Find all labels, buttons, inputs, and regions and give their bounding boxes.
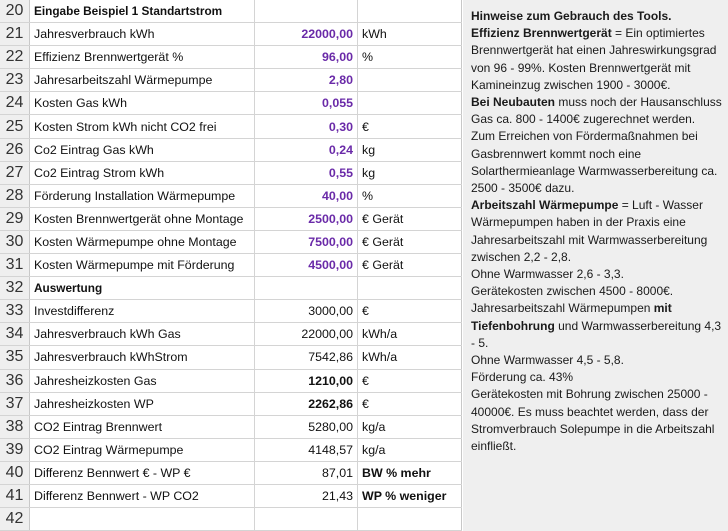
- label-cell[interactable]: Jahresverbrauch kWh Gas: [31, 323, 255, 345]
- value-cell[interactable]: 96,00: [255, 46, 358, 68]
- value-cell[interactable]: 40,00: [255, 185, 358, 207]
- table-row: [0, 416, 462, 439]
- value-cell[interactable]: 2500,00: [255, 208, 358, 230]
- notes-cell[interactable]: [463, 0, 728, 531]
- unit-cell[interactable]: kWh/a: [358, 346, 462, 368]
- unit-cell[interactable]: kg/a: [358, 439, 462, 461]
- table-row: [0, 139, 462, 162]
- row-number[interactable]: 34: [0, 323, 30, 345]
- unit-cell[interactable]: [358, 69, 462, 91]
- notes-paragraph: Bei Neubauten muss noch der Hausanschluss Gas ca. 800 - 1400€ zugerechnet werden.: [471, 95, 722, 127]
- table-row: [0, 254, 462, 277]
- value-cell[interactable]: 22000,00: [255, 323, 358, 345]
- table-row: [0, 485, 462, 508]
- row-number[interactable]: 29: [0, 208, 30, 230]
- label-cell[interactable]: Effizienz Brennwertgerät %: [31, 46, 255, 68]
- unit-cell[interactable]: kWh/a: [358, 323, 462, 345]
- notes-paragraph: Ohne Warmwasser 2,6 - 3,3.: [471, 267, 624, 282]
- row-number[interactable]: 25: [0, 115, 30, 137]
- unit-cell[interactable]: kg: [358, 139, 462, 161]
- row-number[interactable]: 22: [0, 46, 30, 68]
- label-cell[interactable]: Jahresarbeitszahl Wärmepumpe: [31, 69, 255, 91]
- value-cell[interactable]: [255, 0, 358, 22]
- table-row: [0, 346, 462, 369]
- label-cell[interactable]: Förderung Installation Wärmepumpe: [31, 185, 255, 207]
- value-cell[interactable]: 5280,00: [255, 416, 358, 438]
- table-row: [0, 69, 462, 92]
- value-cell[interactable]: 22000,00: [255, 23, 358, 45]
- row-number[interactable]: 37: [0, 393, 30, 415]
- row-number[interactable]: 26: [0, 139, 30, 161]
- value-cell[interactable]: 2262,86: [255, 393, 358, 415]
- row-number[interactable]: 39: [0, 439, 30, 461]
- notes-paragraph: Gerätekosten zwischen 4500 - 8000€.: [471, 284, 674, 299]
- table-row: [0, 393, 462, 416]
- notes-paragraph: Zum Erreichen von Fördermaßnahmen bei Gasbrennwert kommt noch eine Solarthermieanlage Warmwasserbereitung ca. 2500 - 3500€ dazu.: [471, 129, 718, 196]
- value-cell[interactable]: 7542,86: [255, 346, 358, 368]
- unit-cell[interactable]: BW % mehr: [358, 462, 462, 484]
- table-row: [0, 277, 462, 300]
- row-number[interactable]: 20: [0, 0, 30, 22]
- value-cell[interactable]: 2,80: [255, 69, 358, 91]
- table-row: [0, 23, 462, 46]
- label-cell[interactable]: Jahresverbrauch kWhStrom: [31, 346, 255, 368]
- unit-cell[interactable]: kg/a: [358, 416, 462, 438]
- label-cell[interactable]: Co2 Eintrag Strom kWh: [31, 162, 255, 184]
- table-row: [0, 231, 462, 254]
- unit-cell[interactable]: [358, 92, 462, 114]
- label-cell[interactable]: Auswertung: [31, 277, 255, 299]
- unit-cell[interactable]: [358, 508, 462, 530]
- label-cell[interactable]: Kosten Gas kWh: [31, 92, 255, 114]
- row-number[interactable]: 24: [0, 92, 30, 114]
- label-cell[interactable]: Jahresverbrauch kWh: [31, 23, 255, 45]
- label-cell[interactable]: CO2 Eintrag Wärmepumpe: [31, 439, 255, 461]
- unit-cell[interactable]: €: [358, 370, 462, 392]
- label-cell[interactable]: Kosten Brennwertgerät ohne Montage: [31, 208, 255, 230]
- notes-paragraph: Arbeitszahl Wärmepumpe = Luft - Wasser Wärmepumpen haben in der Praxis eine Jahresarbeitszahl mit Warmwasserbereitung zwischen 2,2 - 2,8.: [471, 198, 708, 264]
- label-cell[interactable]: Eingabe Beispiel 1 Standartstrom: [31, 0, 255, 22]
- table-row: [0, 115, 462, 138]
- row-number[interactable]: 41: [0, 485, 30, 507]
- notes-paragraph: Effizienz Brennwertgerät = Ein optimiertes Brennwertgerät hat einen Jahreswirkungsgrad von 96 - 99%. Kosten Brennwertgerät mit Kamineinzug zwischen 1900 - 3000€.: [471, 26, 717, 92]
- value-cell[interactable]: 4500,00: [255, 254, 358, 276]
- unit-cell[interactable]: [358, 0, 462, 22]
- table-row: [0, 300, 462, 323]
- label-cell[interactable]: Differenz Bennwert - WP CO2: [31, 485, 255, 507]
- unit-cell[interactable]: %: [358, 46, 462, 68]
- table-row: [0, 0, 462, 23]
- unit-cell[interactable]: €: [358, 115, 462, 137]
- notes-paragraph: Jahresarbeitszahl Wärmepumpen mit Tiefenbohrung und Warmwasserbereitung 4,3 - 5.: [471, 301, 722, 350]
- row-number[interactable]: 36: [0, 370, 30, 392]
- unit-cell[interactable]: %: [358, 185, 462, 207]
- notes-title: Hinweise zum Gebrauch des Tools.: [471, 9, 672, 23]
- value-cell[interactable]: 3000,00: [255, 300, 358, 322]
- row-number[interactable]: 21: [0, 23, 30, 45]
- value-cell[interactable]: 4148,57: [255, 439, 358, 461]
- table-row: [0, 208, 462, 231]
- row-number[interactable]: 23: [0, 69, 30, 91]
- row-number[interactable]: 38: [0, 416, 30, 438]
- label-cell[interactable]: [31, 508, 255, 530]
- unit-cell[interactable]: €: [358, 300, 462, 322]
- table-row: [0, 370, 462, 393]
- value-cell[interactable]: [255, 508, 358, 530]
- unit-cell[interactable]: [358, 277, 462, 299]
- unit-cell[interactable]: kWh: [358, 23, 462, 45]
- label-cell[interactable]: Jahresheizkosten Gas: [31, 370, 255, 392]
- table-row: [0, 323, 462, 346]
- value-cell[interactable]: 87,01: [255, 462, 358, 484]
- row-number[interactable]: 42: [0, 508, 30, 530]
- label-cell[interactable]: CO2 Eintrag Brennwert: [31, 416, 255, 438]
- row-number[interactable]: 32: [0, 277, 30, 299]
- label-cell[interactable]: Kosten Wärmepumpe ohne Montage: [31, 231, 255, 253]
- label-cell[interactable]: Kosten Wärmepumpe mit Förderung: [31, 254, 255, 276]
- value-cell[interactable]: 1210,00: [255, 370, 358, 392]
- table-row: [0, 162, 462, 185]
- unit-cell[interactable]: kg: [358, 162, 462, 184]
- value-cell[interactable]: 0,055: [255, 92, 358, 114]
- value-cell[interactable]: 0,55: [255, 162, 358, 184]
- value-cell[interactable]: [255, 277, 358, 299]
- row-number[interactable]: 28: [0, 185, 30, 207]
- row-number[interactable]: 30: [0, 231, 30, 253]
- unit-cell[interactable]: €: [358, 393, 462, 415]
- label-cell[interactable]: Kosten Strom kWh nicht CO2 frei: [31, 115, 255, 137]
- table-row: [0, 439, 462, 462]
- unit-cell[interactable]: € Gerät: [358, 208, 462, 230]
- row-number[interactable]: 31: [0, 254, 30, 276]
- row-number[interactable]: 35: [0, 346, 30, 368]
- label-cell[interactable]: Investdifferenz: [31, 300, 255, 322]
- label-cell[interactable]: Jahresheizkosten WP: [31, 393, 255, 415]
- table-row: [0, 92, 462, 115]
- table-row: [0, 46, 462, 69]
- unit-cell[interactable]: WP % weniger: [358, 485, 462, 507]
- value-cell[interactable]: 21,43: [255, 485, 358, 507]
- value-cell[interactable]: 0,24: [255, 139, 358, 161]
- unit-cell[interactable]: € Gerät: [358, 231, 462, 253]
- table-row: [0, 508, 462, 531]
- label-cell[interactable]: Co2 Eintrag Gas kWh: [31, 139, 255, 161]
- row-number[interactable]: 40: [0, 462, 30, 484]
- unit-cell[interactable]: € Gerät: [358, 254, 462, 276]
- notes-paragraph: Ohne Warmwasser 4,5 - 5,8.: [471, 353, 624, 368]
- notes-paragraph: Förderung ca. 43%: [471, 370, 574, 385]
- row-number[interactable]: 27: [0, 162, 30, 184]
- label-cell[interactable]: Differenz Bennwert € - WP €: [31, 462, 255, 484]
- notes-paragraph: Gerätekosten mit Bohrung zwischen 25000 - 40000€. Es muss beachtet werden, dass der Stromverbrauch Solepumpe in die Arbeitszahl einfließt.: [471, 387, 715, 454]
- value-cell[interactable]: 7500,00: [255, 231, 358, 253]
- table-row: [0, 185, 462, 208]
- value-cell[interactable]: 0,30: [255, 115, 358, 137]
- row-number[interactable]: 33: [0, 300, 30, 322]
- table-row: [0, 462, 462, 485]
